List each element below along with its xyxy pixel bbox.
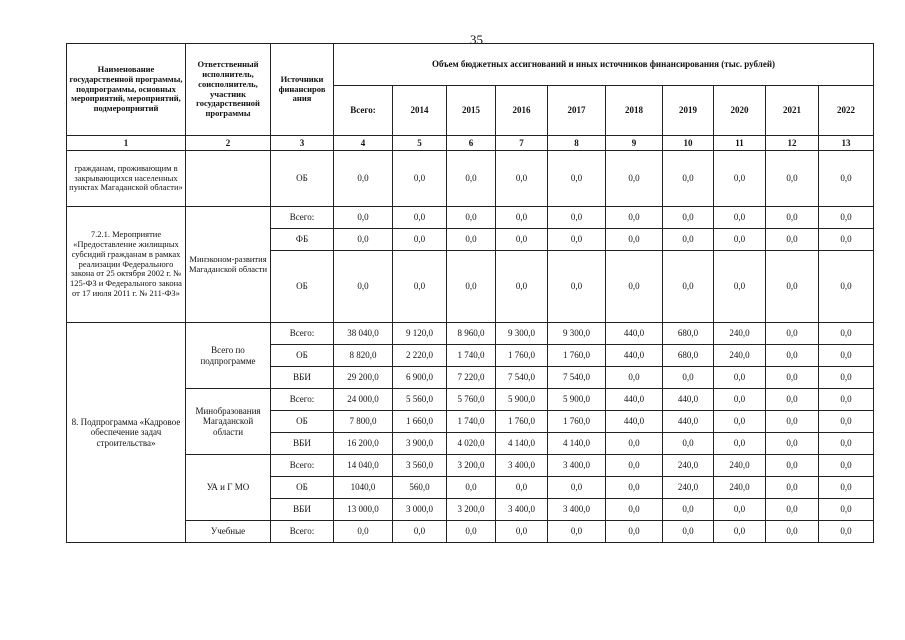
value-cell: 0,0: [714, 499, 766, 521]
value-cell: 1 760,0: [496, 345, 548, 367]
value-cell: 2 220,0: [393, 345, 447, 367]
value-cell: 1040,0: [334, 477, 393, 499]
value-cell: 0,0: [334, 151, 393, 207]
value-cell: 5 760,0: [447, 389, 496, 411]
value-cell: 3 400,0: [548, 455, 606, 477]
value-cell: 29 200,0: [334, 367, 393, 389]
value-cell: 0,0: [496, 151, 548, 207]
value-cell: 0,0: [496, 207, 548, 229]
value-cell: 0,0: [606, 455, 663, 477]
value-cell: 1 760,0: [548, 411, 606, 433]
value-cell: 0,0: [447, 477, 496, 499]
value-cell: 0,0: [766, 521, 819, 543]
value-cell: 0,0: [548, 477, 606, 499]
value-cell: 0,0: [606, 521, 663, 543]
value-cell: 240,0: [714, 323, 766, 345]
value-cell: 0,0: [766, 455, 819, 477]
value-cell: 440,0: [606, 389, 663, 411]
value-cell: 0,0: [714, 521, 766, 543]
value-cell: 0,0: [714, 433, 766, 455]
value-cell: 0,0: [447, 229, 496, 251]
value-cell: 680,0: [663, 345, 714, 367]
value-cell: 14 040,0: [334, 455, 393, 477]
value-cell: 0,0: [766, 367, 819, 389]
col-number: 6: [447, 136, 496, 151]
executor-cell: Минэконом-развития Магаданской области: [186, 207, 271, 323]
value-cell: 0,0: [606, 151, 663, 207]
value-cell: 0,0: [334, 229, 393, 251]
col-number: 11: [714, 136, 766, 151]
value-cell: 4 140,0: [548, 433, 606, 455]
value-cell: 0,0: [334, 251, 393, 323]
executor-cell: [186, 151, 271, 207]
value-cell: 0,0: [663, 251, 714, 323]
value-cell: 7 540,0: [496, 367, 548, 389]
value-cell: 0,0: [714, 411, 766, 433]
value-cell: 0,0: [714, 389, 766, 411]
program-name-cell: гражданам, проживающим в закрывающихся населенных пунктах Магаданской области»: [67, 151, 186, 207]
value-cell: 4 140,0: [496, 433, 548, 455]
header-sources: Источники финансиров ания: [271, 44, 334, 136]
col-number: 7: [496, 136, 548, 151]
value-cell: 0,0: [663, 367, 714, 389]
value-cell: 0,0: [819, 521, 874, 543]
source-cell: ОБ: [271, 345, 334, 367]
value-cell: 8 960,0: [447, 323, 496, 345]
value-cell: 0,0: [606, 207, 663, 229]
col-number: 13: [819, 136, 874, 151]
source-cell: Всего:: [271, 323, 334, 345]
value-cell: 0,0: [548, 207, 606, 229]
value-cell: 4 020,0: [447, 433, 496, 455]
value-cell: 0,0: [819, 455, 874, 477]
col-number: 1: [67, 136, 186, 151]
table-row: [67, 323, 874, 345]
value-cell: 0,0: [393, 521, 447, 543]
value-cell: 0,0: [766, 151, 819, 207]
source-cell: Всего:: [271, 455, 334, 477]
executor-cell: Всего по подпрограмме: [186, 323, 271, 389]
value-cell: 0,0: [819, 151, 874, 207]
header-funding-title: Объем бюджетных ассигнований и иных источников финансирования (тыс. рублей): [334, 44, 874, 86]
source-cell: Всего:: [271, 521, 334, 543]
header-year: 2020: [714, 86, 766, 136]
header-total: Всего:: [334, 86, 393, 136]
col-number: 10: [663, 136, 714, 151]
value-cell: 0,0: [819, 345, 874, 367]
col-number: 8: [548, 136, 606, 151]
value-cell: 240,0: [663, 477, 714, 499]
value-cell: 0,0: [714, 229, 766, 251]
value-cell: 0,0: [606, 229, 663, 251]
value-cell: 0,0: [819, 433, 874, 455]
source-cell: Всего:: [271, 389, 334, 411]
table-row: [67, 207, 874, 229]
value-cell: 0,0: [548, 521, 606, 543]
value-cell: 0,0: [766, 207, 819, 229]
value-cell: 24 000,0: [334, 389, 393, 411]
value-cell: 0,0: [496, 229, 548, 251]
col-number: 9: [606, 136, 663, 151]
header-year: 2016: [496, 86, 548, 136]
source-cell: ФБ: [271, 229, 334, 251]
header-executor: Ответственный исполнитель, соисполнитель, участник государственной программы: [186, 44, 271, 136]
value-cell: 0,0: [548, 151, 606, 207]
value-cell: 0,0: [393, 251, 447, 323]
value-cell: 8 820,0: [334, 345, 393, 367]
value-cell: 0,0: [819, 499, 874, 521]
value-cell: 0,0: [766, 433, 819, 455]
value-cell: 7 800,0: [334, 411, 393, 433]
value-cell: 0,0: [548, 229, 606, 251]
value-cell: 0,0: [663, 207, 714, 229]
value-cell: 0,0: [606, 499, 663, 521]
col-number: 5: [393, 136, 447, 151]
value-cell: 3 000,0: [393, 499, 447, 521]
value-cell: 9 300,0: [496, 323, 548, 345]
source-cell: ВБИ: [271, 499, 334, 521]
value-cell: 240,0: [663, 455, 714, 477]
source-cell: Всего:: [271, 207, 334, 229]
source-cell: ОБ: [271, 477, 334, 499]
source-cell: ОБ: [271, 151, 334, 207]
value-cell: 0,0: [393, 207, 447, 229]
value-cell: 0,0: [334, 207, 393, 229]
value-cell: 0,0: [766, 389, 819, 411]
value-cell: 7 540,0: [548, 367, 606, 389]
value-cell: 0,0: [766, 251, 819, 323]
table-row: [67, 389, 874, 411]
value-cell: 0,0: [819, 389, 874, 411]
value-cell: 0,0: [819, 477, 874, 499]
value-cell: 13 000,0: [334, 499, 393, 521]
value-cell: 0,0: [606, 477, 663, 499]
value-cell: 0,0: [819, 411, 874, 433]
value-cell: 6 900,0: [393, 367, 447, 389]
value-cell: 440,0: [663, 389, 714, 411]
value-cell: 0,0: [819, 229, 874, 251]
value-cell: 38 040,0: [334, 323, 393, 345]
value-cell: 0,0: [663, 151, 714, 207]
value-cell: 0,0: [819, 207, 874, 229]
header-year: 2018: [606, 86, 663, 136]
header-year: 2022: [819, 86, 874, 136]
value-cell: 0,0: [766, 411, 819, 433]
value-cell: 5 900,0: [548, 389, 606, 411]
source-cell: ОБ: [271, 411, 334, 433]
program-name-cell: 7.2.1. Мероприятие «Предоставление жилищных субсидий гражданам в рамках реализации Федерального закона от 25 октября 2002 г. № 125-ФЗ и Федерального закона от 17 июля 2011 г. № 211-ФЗ»: [67, 207, 186, 323]
budget-table: [66, 43, 874, 543]
value-cell: 440,0: [606, 411, 663, 433]
value-cell: 1 740,0: [447, 411, 496, 433]
value-cell: 0,0: [766, 499, 819, 521]
value-cell: 0,0: [606, 367, 663, 389]
table-row: [67, 521, 874, 543]
header-year: 2017: [548, 86, 606, 136]
value-cell: 0,0: [447, 521, 496, 543]
value-cell: 240,0: [714, 345, 766, 367]
value-cell: 9 120,0: [393, 323, 447, 345]
header-year: 2015: [447, 86, 496, 136]
value-cell: 3 200,0: [447, 455, 496, 477]
source-cell: ВБИ: [271, 433, 334, 455]
page-number: 35: [470, 32, 483, 47]
value-cell: 0,0: [447, 251, 496, 323]
value-cell: 3 400,0: [496, 455, 548, 477]
value-cell: 0,0: [714, 207, 766, 229]
value-cell: 0,0: [496, 477, 548, 499]
source-cell: ОБ: [271, 251, 334, 323]
source-cell: ВБИ: [271, 367, 334, 389]
value-cell: 0,0: [496, 251, 548, 323]
value-cell: 1 740,0: [447, 345, 496, 367]
program-name-cell: 8. Подпрограмма «Кадровое обеспечение задач строительства»: [67, 323, 186, 543]
value-cell: 240,0: [714, 455, 766, 477]
value-cell: 0,0: [606, 433, 663, 455]
value-cell: 0,0: [819, 323, 874, 345]
value-cell: 0,0: [663, 521, 714, 543]
value-cell: 0,0: [663, 499, 714, 521]
value-cell: 0,0: [714, 367, 766, 389]
value-cell: 16 200,0: [334, 433, 393, 455]
value-cell: 560,0: [393, 477, 447, 499]
value-cell: 680,0: [663, 323, 714, 345]
value-cell: 0,0: [334, 521, 393, 543]
value-cell: 0,0: [819, 367, 874, 389]
value-cell: 0,0: [766, 229, 819, 251]
value-cell: 3 560,0: [393, 455, 447, 477]
table-row: [67, 455, 874, 477]
value-cell: 440,0: [606, 345, 663, 367]
value-cell: 3 200,0: [447, 499, 496, 521]
value-cell: 1 760,0: [548, 345, 606, 367]
col-number: 12: [766, 136, 819, 151]
value-cell: 5 900,0: [496, 389, 548, 411]
value-cell: 0,0: [766, 477, 819, 499]
col-number: 2: [186, 136, 271, 151]
value-cell: 0,0: [714, 151, 766, 207]
header-name: Наименование государственной программы, подпрограммы, основных мероприятий, мероприятий, подмероприятий: [67, 44, 186, 136]
value-cell: 0,0: [496, 521, 548, 543]
value-cell: 7 220,0: [447, 367, 496, 389]
executor-cell: УА и Г МО: [186, 455, 271, 521]
value-cell: 3 900,0: [393, 433, 447, 455]
table-row: [67, 151, 874, 207]
value-cell: 0,0: [663, 433, 714, 455]
value-cell: 3 400,0: [496, 499, 548, 521]
value-cell: 0,0: [393, 151, 447, 207]
col-number: 3: [271, 136, 334, 151]
value-cell: 0,0: [663, 229, 714, 251]
value-cell: 1 660,0: [393, 411, 447, 433]
value-cell: 440,0: [663, 411, 714, 433]
header-year: 2019: [663, 86, 714, 136]
value-cell: 440,0: [606, 323, 663, 345]
header-year: 2021: [766, 86, 819, 136]
value-cell: 0,0: [606, 251, 663, 323]
value-cell: 3 400,0: [548, 499, 606, 521]
value-cell: 0,0: [819, 251, 874, 323]
value-cell: 0,0: [766, 323, 819, 345]
value-cell: 0,0: [548, 251, 606, 323]
executor-cell: Учебные: [186, 521, 271, 543]
value-cell: 9 300,0: [548, 323, 606, 345]
value-cell: 0,0: [714, 251, 766, 323]
value-cell: 240,0: [714, 477, 766, 499]
value-cell: 0,0: [447, 207, 496, 229]
header-year: 2014: [393, 86, 447, 136]
value-cell: 0,0: [447, 151, 496, 207]
value-cell: 0,0: [393, 229, 447, 251]
col-number: 4: [334, 136, 393, 151]
value-cell: 0,0: [766, 345, 819, 367]
value-cell: 1 760,0: [496, 411, 548, 433]
executor-cell: Минобразования Магаданской области: [186, 389, 271, 455]
value-cell: 5 560,0: [393, 389, 447, 411]
